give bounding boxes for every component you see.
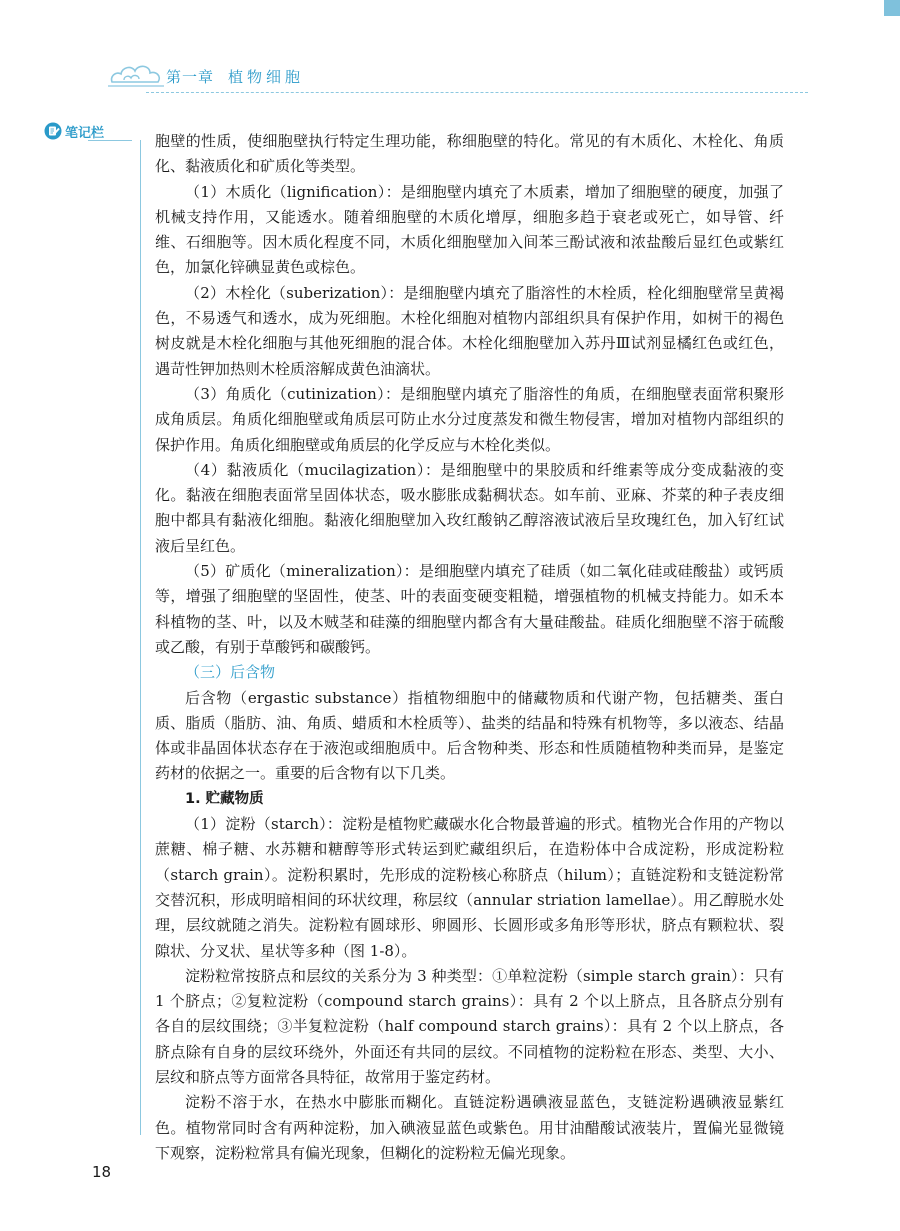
paragraph-starch-reaction: 淀粉不溶于水，在热水中膨胀而糊化。直链淀粉遇碘液显蓝色，支链淀粉遇碘液显紫红色。植物常同时含有两种淀粉，加入碘液显蓝色或紫色。用甘油醋酸试液装片，置偏光显微镜下观察，淀粉粒常具有偏光现象，但糊化的淀粉粒无偏光现象。 [155,1093,784,1162]
paragraph-suberization: （2）木栓化（suberization）：是细胞壁内填充了脂溶性的木栓质，栓化细胞壁常呈黄褐色，不易透气和透水，成为死细胞。木栓化细胞对植物内部组织具有保护作用，如树干的褐色树皮就是木栓化细胞与其他死细胞的混合体。木栓化细胞壁加入苏丹Ⅲ试剂显橘红色或红色，遇苛性钾加热则木栓质溶解成黄色油滴状。 [155,283,784,378]
body-text [155,129,784,1166]
header-divider [146,92,808,93]
sub-heading: 1. 贮藏物质 [185,790,264,807]
chapter-label: 第一章 [166,68,215,86]
notes-pencil-icon [44,122,62,140]
paragraph-lignification: （1）木质化（lignification）：是细胞壁内填充了木质素，增加了细胞壁的硬度，加强了机械支持作用，又能透水。随着细胞壁的木质化增厚，细胞多趋于衰老或死亡，如导管、纤维、石细胞等。因木质化程度不同，木质化细胞壁加入间苯三酚试液和浓盐酸后显红色或紫红色，加氯化锌碘显黄色或棕色。 [155,182,784,277]
notes-divider [88,140,132,141]
chapter-title: 植物细胞 [228,68,305,86]
cloud-ornament-icon [108,58,164,90]
corner-tab [884,0,900,16]
paragraph-starch-types: 淀粉粒常按脐点和层纹的关系分为 3 种类型：①单粒淀粉（simple starch grain）：只有 1 个脐点；②复粒淀粉（compound starch grains）：具有 2 个以上脐点，且各脐点分别有各自的层纹围绕；③半复粒淀粉（half compound starch grains）：具有 2 个以上脐点，各脐点除有自身的层纹环绕外，外面还有共同的层纹。不同植物的淀粉粒在形态、类型、大小、层纹和脐点等方面常各具特征，故常用于鉴定药材。 [155,966,784,1086]
paragraph-mineralization: （5）矿质化（mineralization）：是细胞壁内填充了硅质（如二氧化硅或硅酸盐）或钙质等，增强了细胞壁的坚固性，使茎、叶的表面变硬变粗糙，增强植物的机械支持能力。如禾本科植物的茎、叶，以及木贼茎和硅藻的细胞壁内都含有大量硅酸盐。硅质化细胞壁不溶于硫酸或乙酸，有别于草酸钙和碳酸钙。 [155,562,784,656]
paragraph: 胞壁的性质，使细胞壁执行特定生理功能，称细胞壁的特化。常见的有木质化、木栓化、角质化、黏液质化和矿质化等类型。 [155,132,784,176]
paragraph-starch: （1）淀粉（starch）：淀粉是植物贮藏碳水化合物最普遍的形式。植物光合作用的产物以蔗糖、棉子糖、水苏糖和糖醇等形式转运到贮藏组织后，在造粉体中合成淀粉，形成淀粉粒（starch grain）。淀粉积累时，先形成的淀粉核心称脐点（hilum）；直链淀粉和支链淀粉常交替沉积，形成明暗相间的环状纹理，称层纹（annular striation lamellae）。用乙醇脱水处理，层纹就随之消失。淀粉粒有圆球形、卵圆形、长圆形或多角形等形状，脐点有颗粒状、裂隙状、分叉状、星状等多种（图 1-8）。 [155,815,784,960]
section-heading: （三）后含物 [185,663,276,682]
paragraph-mucilagization: （4）黏液质化（mucilagization）：是细胞壁中的果胶质和纤维素等成分变成黏液的变化。黏液在细胞表面常呈固体状态，吸水膨胀成黏稠状态。如车前、亚麻、芥菜的种子表皮细胞中都具有黏液化细胞。黏液化细胞壁加入玫红酸钠乙醇溶液试液后呈玫瑰红色，加入钌红试液后呈红色。 [155,460,784,555]
paragraph-ergastic: 后含物（ergastic substance）指植物细胞中的储藏物质和代谢产物，包括糖类、蛋白质、脂质（脂肪、油、角质、蜡质和木栓质等）、盐类的结晶和特殊有机物等，多以液态、结晶体或非晶固体状态存在于液泡或细胞质中。后含物种类、形态和性质随植物种类而异，是鉴定药材的依据之一。重要的后含物有以下几类。 [155,688,784,783]
running-header [108,58,808,98]
margin-line [140,140,141,1135]
notes-label: 笔记栏 [65,126,105,141]
page-number: 18 [92,1163,112,1181]
paragraph-cutinization: （3）角质化（cutinization）：是细胞壁内填充了脂溶性的角质，在细胞壁表面常积聚形成角质层。角质化细胞壁或角质层可防止水分过度蒸发和微生物侵害，增加对植物内部组织的保护作用。角质化细胞壁或角质层的化学反应与木栓化类似。 [155,384,784,454]
